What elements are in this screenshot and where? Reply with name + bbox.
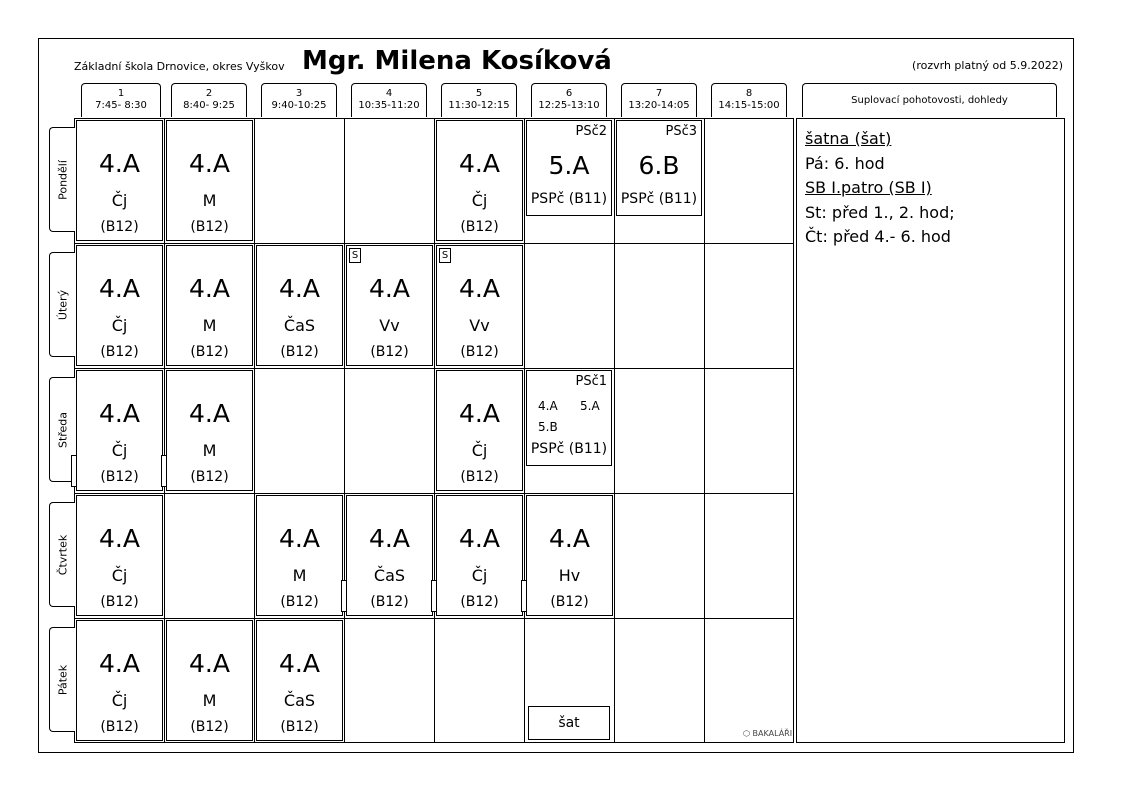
lesson-cell[interactable] bbox=[436, 495, 523, 616]
lesson-class: 5.A bbox=[548, 151, 590, 180]
lesson-cell[interactable] bbox=[256, 620, 343, 741]
lesson-cell[interactable] bbox=[76, 120, 163, 241]
duty-time: St: před 1., 2. hod; bbox=[805, 202, 955, 222]
grid-line bbox=[74, 493, 794, 494]
lesson-cell[interactable] bbox=[76, 620, 163, 741]
grid-line bbox=[74, 243, 794, 244]
lesson-cell[interactable] bbox=[256, 245, 343, 366]
lesson-class: 5.B bbox=[538, 420, 558, 434]
cell-tab bbox=[341, 580, 347, 612]
lesson-room: (B12) bbox=[280, 594, 319, 610]
lesson-room: (B12) bbox=[190, 219, 229, 235]
substitution-mark: S bbox=[439, 248, 451, 263]
lesson-cell[interactable] bbox=[76, 245, 163, 366]
period-header-3: 3 9:40-10:25 bbox=[261, 83, 337, 117]
lesson-class: 4.A bbox=[189, 399, 230, 428]
lesson-class: 4.A bbox=[538, 399, 558, 413]
duty-time: Čt: před 4.- 6. hod bbox=[805, 227, 951, 246]
group-name: PSč3 bbox=[665, 124, 697, 139]
lesson-subject-room: PSPč (B11) bbox=[530, 191, 608, 207]
lesson-class: 4.A bbox=[189, 274, 230, 303]
lesson-room: (B12) bbox=[190, 344, 229, 360]
lesson-class: 4.A bbox=[279, 274, 320, 303]
lesson-class: 4.A bbox=[99, 274, 140, 303]
substitution-mark: S bbox=[349, 248, 361, 263]
cell-tab bbox=[521, 580, 527, 612]
lesson-cell[interactable] bbox=[166, 620, 253, 741]
lesson-room: (B12) bbox=[190, 719, 229, 735]
period-header-8: 8 14:15-15:00 bbox=[711, 83, 787, 117]
day-label-tuesday: Úterý bbox=[49, 252, 75, 357]
lesson-subject: ČaS bbox=[373, 566, 406, 585]
lesson-class: 4.A bbox=[189, 649, 230, 678]
period-header-6: 6 12:25-13:10 bbox=[531, 83, 607, 117]
lesson-subject: Vv bbox=[469, 316, 490, 335]
lesson-subject: Čj bbox=[111, 441, 128, 460]
lesson-cell[interactable] bbox=[166, 245, 253, 366]
period-header-7: 7 13:20-14:05 bbox=[621, 83, 697, 117]
lesson-subject: Čj bbox=[111, 191, 128, 210]
supervision-duty-box[interactable]: šat bbox=[528, 706, 610, 740]
period-header-1: 1 7:45- 8:30 bbox=[81, 83, 161, 117]
group-name: PSč2 bbox=[575, 124, 607, 139]
lesson-subject: Čj bbox=[111, 316, 128, 335]
grid-line bbox=[254, 118, 255, 743]
lesson-subject: M bbox=[202, 691, 217, 710]
lesson-class: 4.A bbox=[99, 524, 140, 553]
lesson-cell[interactable] bbox=[76, 370, 163, 491]
lesson-room: (B12) bbox=[370, 344, 409, 360]
cell-tab bbox=[161, 455, 167, 487]
lesson-class: 4.A bbox=[99, 149, 140, 178]
lesson-room: (B12) bbox=[460, 469, 499, 485]
lesson-class: 4.A bbox=[369, 524, 410, 553]
lesson-class: 4.A bbox=[99, 399, 140, 428]
lesson-room: (B12) bbox=[100, 469, 139, 485]
lesson-cell[interactable] bbox=[436, 120, 523, 241]
lesson-room: (B12) bbox=[460, 594, 499, 610]
school-name: Základní škola Drnovice, okres Vyškov bbox=[74, 60, 285, 73]
lesson-cell[interactable] bbox=[346, 495, 433, 616]
lesson-subject-room: PSPč (B11) bbox=[530, 441, 608, 457]
lesson-room: (B12) bbox=[550, 594, 589, 610]
teacher-name: Mgr. Milena Kosíková bbox=[302, 46, 612, 76]
lesson-room: (B12) bbox=[190, 469, 229, 485]
grid-line bbox=[74, 368, 794, 369]
group-lesson-cell[interactable] bbox=[526, 120, 612, 216]
lesson-class: 4.A bbox=[279, 649, 320, 678]
lesson-cell[interactable] bbox=[436, 370, 523, 491]
lesson-class: 4.A bbox=[279, 524, 320, 553]
supervision-panel bbox=[796, 118, 1065, 743]
lesson-subject: Vv bbox=[379, 316, 400, 335]
lesson-subject-room: PSPč (B11) bbox=[620, 191, 698, 207]
group-lesson-cell[interactable] bbox=[526, 370, 612, 466]
period-header-5: 5 11:30-12:15 bbox=[441, 83, 517, 117]
lesson-subject: ČaS bbox=[283, 316, 316, 335]
period-header-2: 2 8:40- 9:25 bbox=[171, 83, 247, 117]
lesson-room: (B12) bbox=[100, 719, 139, 735]
lesson-subject: Čj bbox=[471, 566, 488, 585]
cell-tab bbox=[71, 455, 77, 487]
lesson-cell[interactable] bbox=[436, 245, 523, 366]
grid-line bbox=[434, 118, 435, 743]
lesson-room: (B12) bbox=[100, 344, 139, 360]
cell-tab bbox=[431, 580, 437, 612]
lesson-class: 6.B bbox=[638, 151, 680, 180]
day-label-thursday: Čtvrtek bbox=[49, 502, 75, 607]
group-lesson-cell[interactable] bbox=[616, 120, 702, 216]
grid-line bbox=[614, 118, 615, 743]
lesson-subject: Čj bbox=[471, 441, 488, 460]
lesson-subject: M bbox=[292, 566, 307, 585]
group-name: PSč1 bbox=[575, 374, 607, 389]
supervision-header: Suplovací pohotovosti, dohledy bbox=[802, 83, 1057, 117]
lesson-cell[interactable] bbox=[166, 120, 253, 241]
lesson-subject: Čj bbox=[111, 566, 128, 585]
duty-time: Pá: 6. hod bbox=[805, 153, 885, 173]
lesson-cell[interactable] bbox=[166, 370, 253, 491]
grid-line bbox=[344, 118, 345, 743]
lesson-class: 4.A bbox=[459, 399, 500, 428]
validity-note: (rozvrh platný od 5.9.2022) bbox=[912, 59, 1063, 72]
bakalari-icon: ⬡ bbox=[743, 729, 750, 738]
lesson-cell[interactable] bbox=[76, 495, 163, 616]
duty-place-cloakroom: šatna (šat) bbox=[805, 129, 892, 148]
lesson-room: (B12) bbox=[280, 719, 319, 735]
lesson-subject: M bbox=[202, 191, 217, 210]
lesson-cell[interactable] bbox=[256, 495, 343, 616]
lesson-subject: Hv bbox=[558, 566, 581, 585]
lesson-class: 5.A bbox=[580, 399, 600, 413]
lesson-class: 4.A bbox=[369, 274, 410, 303]
lesson-subject: M bbox=[202, 316, 217, 335]
bakalari-logo: ⬡ BAKALÁŘI bbox=[743, 729, 793, 738]
grid-line bbox=[164, 118, 165, 743]
day-label-wednesday: Středa bbox=[49, 377, 75, 482]
day-label-friday: Pátek bbox=[49, 627, 75, 732]
lesson-class: 4.A bbox=[189, 149, 230, 178]
day-label-monday: Pondělí bbox=[49, 127, 75, 232]
lesson-subject: M bbox=[202, 441, 217, 460]
lesson-subject: ČaS bbox=[283, 691, 316, 710]
grid-line bbox=[704, 118, 705, 743]
period-header-4: 4 10:35-11:20 bbox=[351, 83, 427, 117]
lesson-class: 4.A bbox=[99, 649, 140, 678]
lesson-subject: Čj bbox=[471, 191, 488, 210]
lesson-cell[interactable] bbox=[526, 495, 613, 616]
lesson-class: 4.A bbox=[459, 274, 500, 303]
grid-line bbox=[74, 618, 794, 619]
lesson-cell[interactable] bbox=[346, 245, 433, 366]
lesson-room: (B12) bbox=[280, 344, 319, 360]
lesson-room: (B12) bbox=[100, 594, 139, 610]
lesson-room: (B12) bbox=[460, 219, 499, 235]
lesson-room: (B12) bbox=[100, 219, 139, 235]
lesson-class: 4.A bbox=[459, 149, 500, 178]
duty-place-sb: SB I.patro (SB I) bbox=[805, 178, 932, 197]
lesson-room: (B12) bbox=[460, 344, 499, 360]
lesson-subject: Čj bbox=[111, 691, 128, 710]
lesson-class: 4.A bbox=[549, 524, 590, 553]
lesson-room: (B12) bbox=[370, 594, 409, 610]
grid-line bbox=[524, 118, 525, 743]
lesson-class: 4.A bbox=[459, 524, 500, 553]
